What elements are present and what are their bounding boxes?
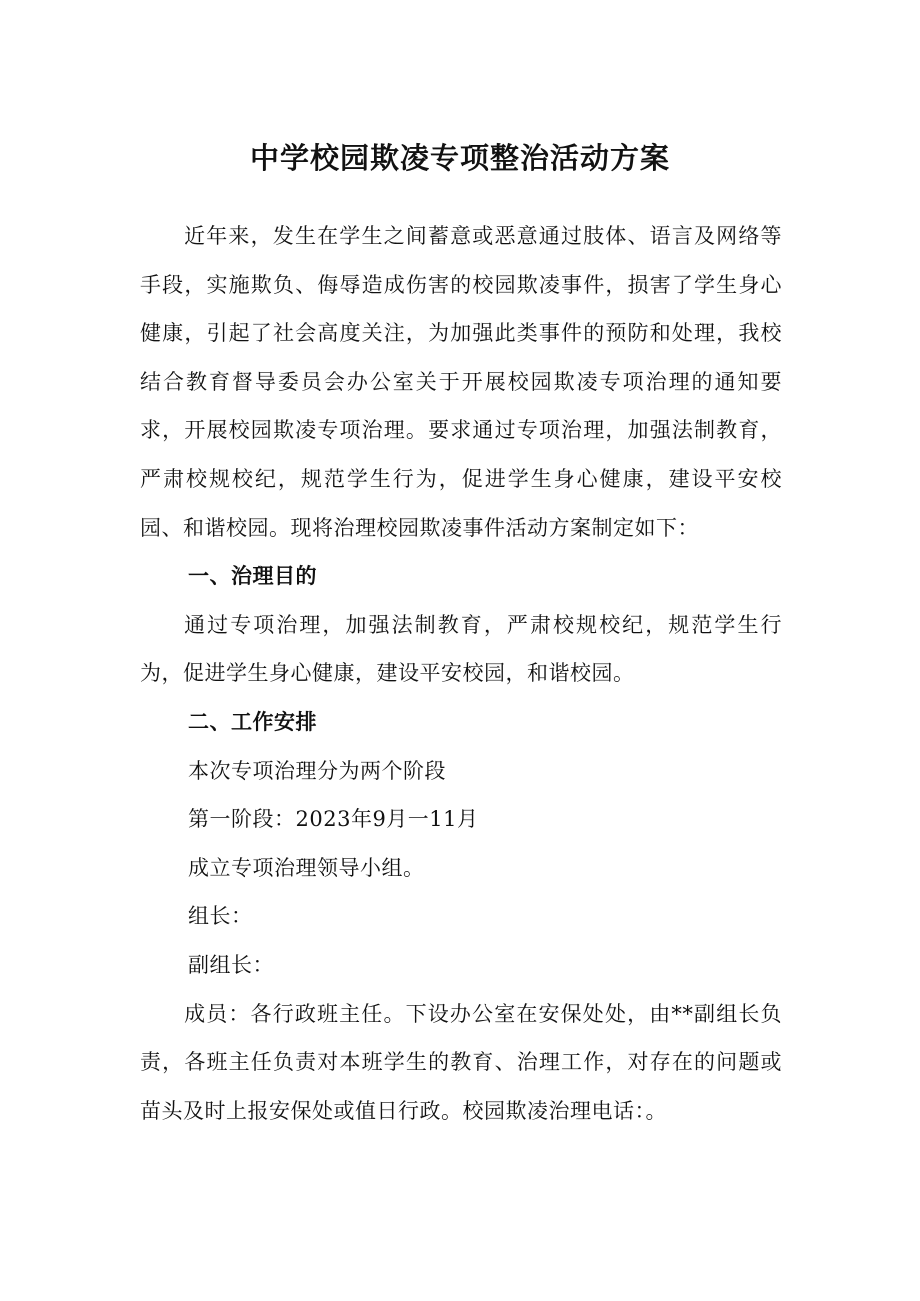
setup-line: 成立专项治理领导小组。 — [188, 855, 425, 880]
leader-line: 组长： — [188, 904, 253, 929]
document-title: 中学校园欺凌专项整治活动方案 — [249, 141, 670, 175]
document-body — [140, 212, 782, 1135]
stage-one-line: 第一阶段：2023年9月一11月 — [188, 807, 479, 832]
section-heading-arrangement: 二、工作安排 — [188, 709, 317, 734]
intro-paragraph: 近年来，发生在学生之间蓄意或恶意通过肢体、语言及网络等手段，实施欺负、侮辱造成伤害的校园欺凌事件，损害了学生身心健康，引起了社会高度关注，为加强此类事件的预防和处理，我校结合教育督导委员会办公室关于开展校园欺凌专项治理的通知要求，开展校园欺凌专项治理。要求通过专项治理，加强法制教育，严肃校规校纪，规范学生行为，促进学生身心健康，建设平安校园、和谐校园。现将治理校园欺凌事件活动方案制定如下： — [140, 224, 782, 540]
members-paragraph: 成员：各行政班主任。下设办公室在安保处处，由**副组长负责，各班主任负责对本班学生的教育、治理工作，对存在的问题或苗头及时上报安保处或值日行政。校园欺凌治理电话：。 — [140, 1001, 782, 1123]
section-heading-purpose: 一、治理目的 — [188, 564, 317, 589]
stages-intro-line: 本次专项治理分为两个阶段 — [188, 758, 446, 783]
deputy-leader-line: 副组长： — [188, 952, 274, 977]
purpose-paragraph: 通过专项治理，加强法制教育，严肃校规校纪，规范学生行为，促进学生身心健康，建设平安校园，和谐校园。 — [140, 612, 782, 686]
